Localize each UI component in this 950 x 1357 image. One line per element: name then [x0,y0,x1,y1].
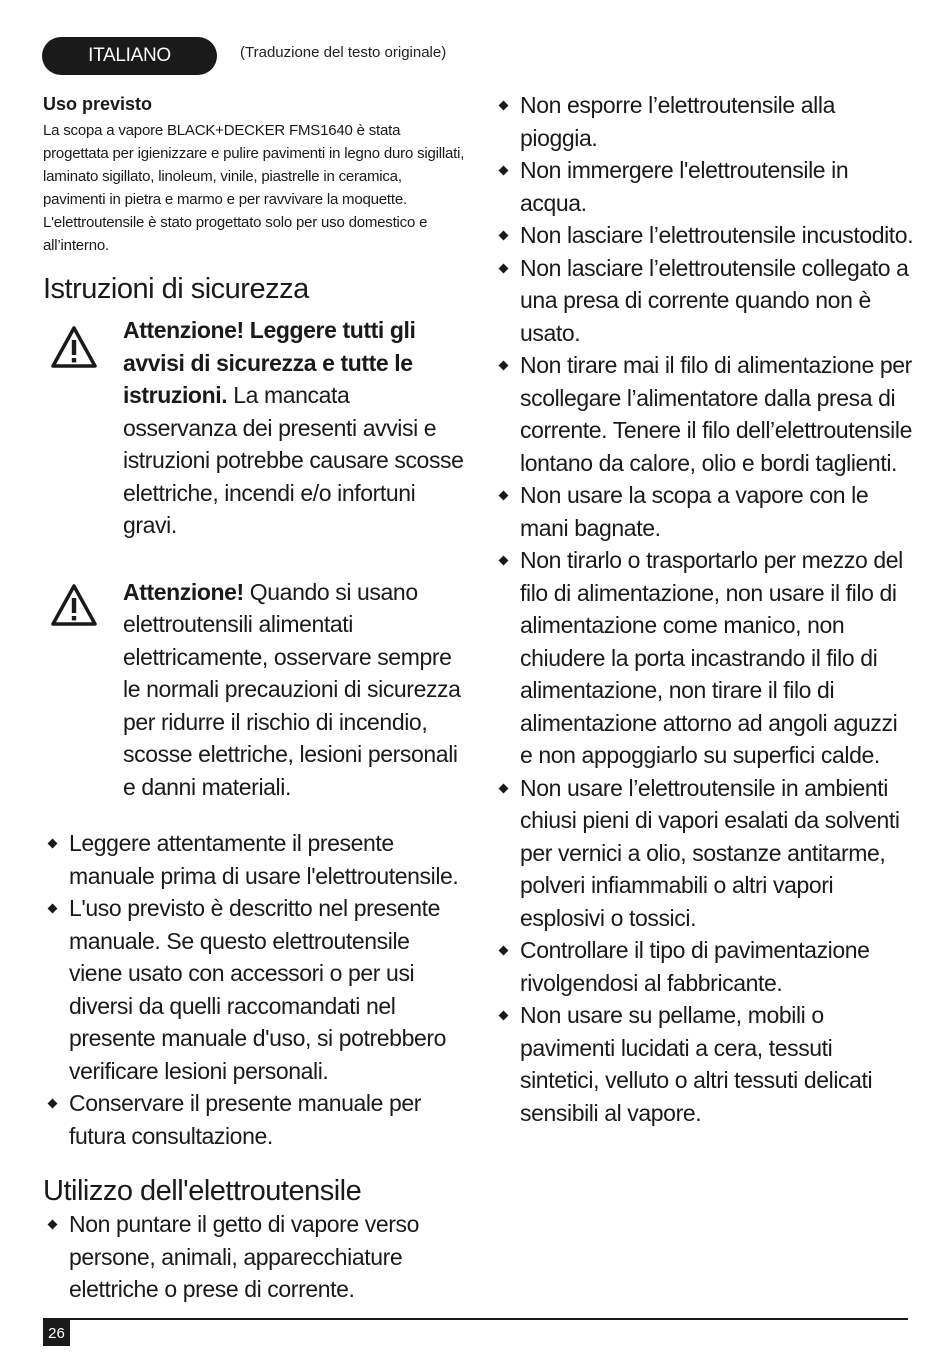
list-item-text: Non usare su pellame, mobili o pavimenti lucidati a cera, tessuti sintetici, velluto o altri tessuti delicati sensibili al vapore. [520,1002,873,1126]
safety-bullet-list [43,827,468,1152]
warning-text-2 [123,576,468,804]
warning-2-bold: Attenzione! [123,578,244,605]
diamond-bullet-icon [499,946,509,956]
intended-use-text: La scopa a vapore BLACK+DECKER FMS1640 è stata progettata per igienizzare e pulire pavimenti in legno duro sigillati, laminato sigillato, linoleum, vinile, piastrelle in ceramica, pavimenti in pietra e marmo e per ravvivare la moquette. L'elettroutensile è stato progettato solo per uso domestico e all’interno. [43,122,465,254]
diamond-bullet-icon [499,101,509,111]
list-item-text: Non puntare il getto di vapore verso persone, animali, apparecchiature elettriche o prese di corrente. [69,1211,419,1302]
safety-heading: Istruzioni di sicurezza [43,273,309,305]
warning-1-bold: Attenzione! Leggere tutti gli avvisi di sicurezza e tutte le istruzioni. [123,317,416,408]
diamond-bullet-icon [48,904,58,914]
list-item [494,479,914,544]
page-number: 26 [43,1320,70,1346]
list-item [494,219,914,252]
list-item [43,1087,468,1152]
list-item-text: Controllare il tipo di pavimentazione rivolgendosi al fabbricante. [520,937,870,996]
list-item-text: Non usare la scopa a vapore con le mani bagnate. [520,482,869,541]
usage-bullet-list-left [43,1208,468,1306]
list-item [43,827,468,892]
left-column [43,92,468,1306]
list-item-text: Non tirarlo o trasportarlo per mezzo del filo di alimentazione, non usare il filo di alimentazione come manico, non chiudere la porta incastrando il filo di alimentazione, non tirare il filo di alimentazione attorno ad angoli aguzzi e non appoggiarlo su superfici calde. [520,547,903,768]
diamond-bullet-icon [499,166,509,176]
diamond-bullet-icon [499,783,509,793]
diamond-bullet-icon [48,839,58,849]
list-item [494,772,914,935]
diamond-bullet-icon [499,491,509,501]
list-item [494,544,914,772]
diamond-bullet-icon [48,1099,58,1109]
warning-triangle-icon [50,576,112,632]
list-item-text: Non tirare mai il filo di alimentazione per scollegare l’alimentatore dalla presa di corrente. Tenere il filo dell’elettroutensile lontano da calore, olio e bordi taglienti. [520,352,912,476]
list-item [494,252,914,350]
list-item-text: Non esporre l’elettroutensile alla pioggia. [520,92,835,151]
list-item [494,89,914,154]
warning-2-body: Quando si usano elettroutensili alimentati elettricamente, osservare sempre le normali precauzioni di sicurezza per ridurre il rischio di incendio, scosse elettriche, lesioni personali e danni materiali. [123,578,461,800]
intended-use-heading: Uso previsto [43,94,153,114]
list-item-text: Non lasciare l’elettroutensile collegato a una presa di corrente quando non è usato. [520,254,909,346]
list-item-text: Conservare il presente manuale per futura consultazione. [69,1090,422,1149]
list-item-text: L'uso previsto è descritto nel presente manuale. Se questo elettroutensile viene usato con accessori o per usi diversi da quelli raccomandati nel presente manuale d'uso, si potrebbero verificare lesioni personali. [69,895,447,1084]
list-item-text: Non usare l’elettroutensile in ambienti chiusi pieni di vapori esalati da solventi per vernici a olio, sostanze antitarme, polveri infiammabili o altri vapori esplosivi o tossici. [520,774,900,931]
diamond-bullet-icon [499,556,509,566]
list-item [494,349,914,479]
list-item [494,934,914,999]
diamond-bullet-icon [499,263,509,273]
list-item [494,999,914,1129]
diamond-bullet-icon [499,231,509,241]
warning-text-1 [123,314,468,542]
list-item [43,1208,468,1306]
diamond-bullet-icon [499,361,509,371]
list-item-text: Non lasciare l’elettroutensile incustodito. [520,222,914,248]
translation-note: (Traduzione del testo originale) [240,44,447,61]
warning-triangle-icon [50,314,112,374]
usage-bullet-list-right [494,89,914,1129]
warning-1-body: La mancata osservanza dei presenti avvisi e istruzioni potrebbe causare scosse elettriche, incendi e/o infortuni gravi. [123,382,464,538]
footer-divider [43,1318,908,1320]
usage-heading: Utilizzo dell'elettroutensile [43,1175,362,1207]
language-badge: ITALIANO [42,37,217,75]
warning-block-1 [43,314,468,542]
diamond-bullet-icon [499,1011,509,1021]
list-item [494,154,914,219]
list-item-text: Non immergere l'elettroutensile in acqua. [520,157,849,216]
warning-block-2 [43,576,468,804]
diamond-bullet-icon [48,1220,58,1230]
list-item-text: Leggere attentamente il presente manuale prima di usare l'elettroutensile. [69,830,459,889]
right-column [494,89,914,1129]
list-item [43,892,468,1087]
